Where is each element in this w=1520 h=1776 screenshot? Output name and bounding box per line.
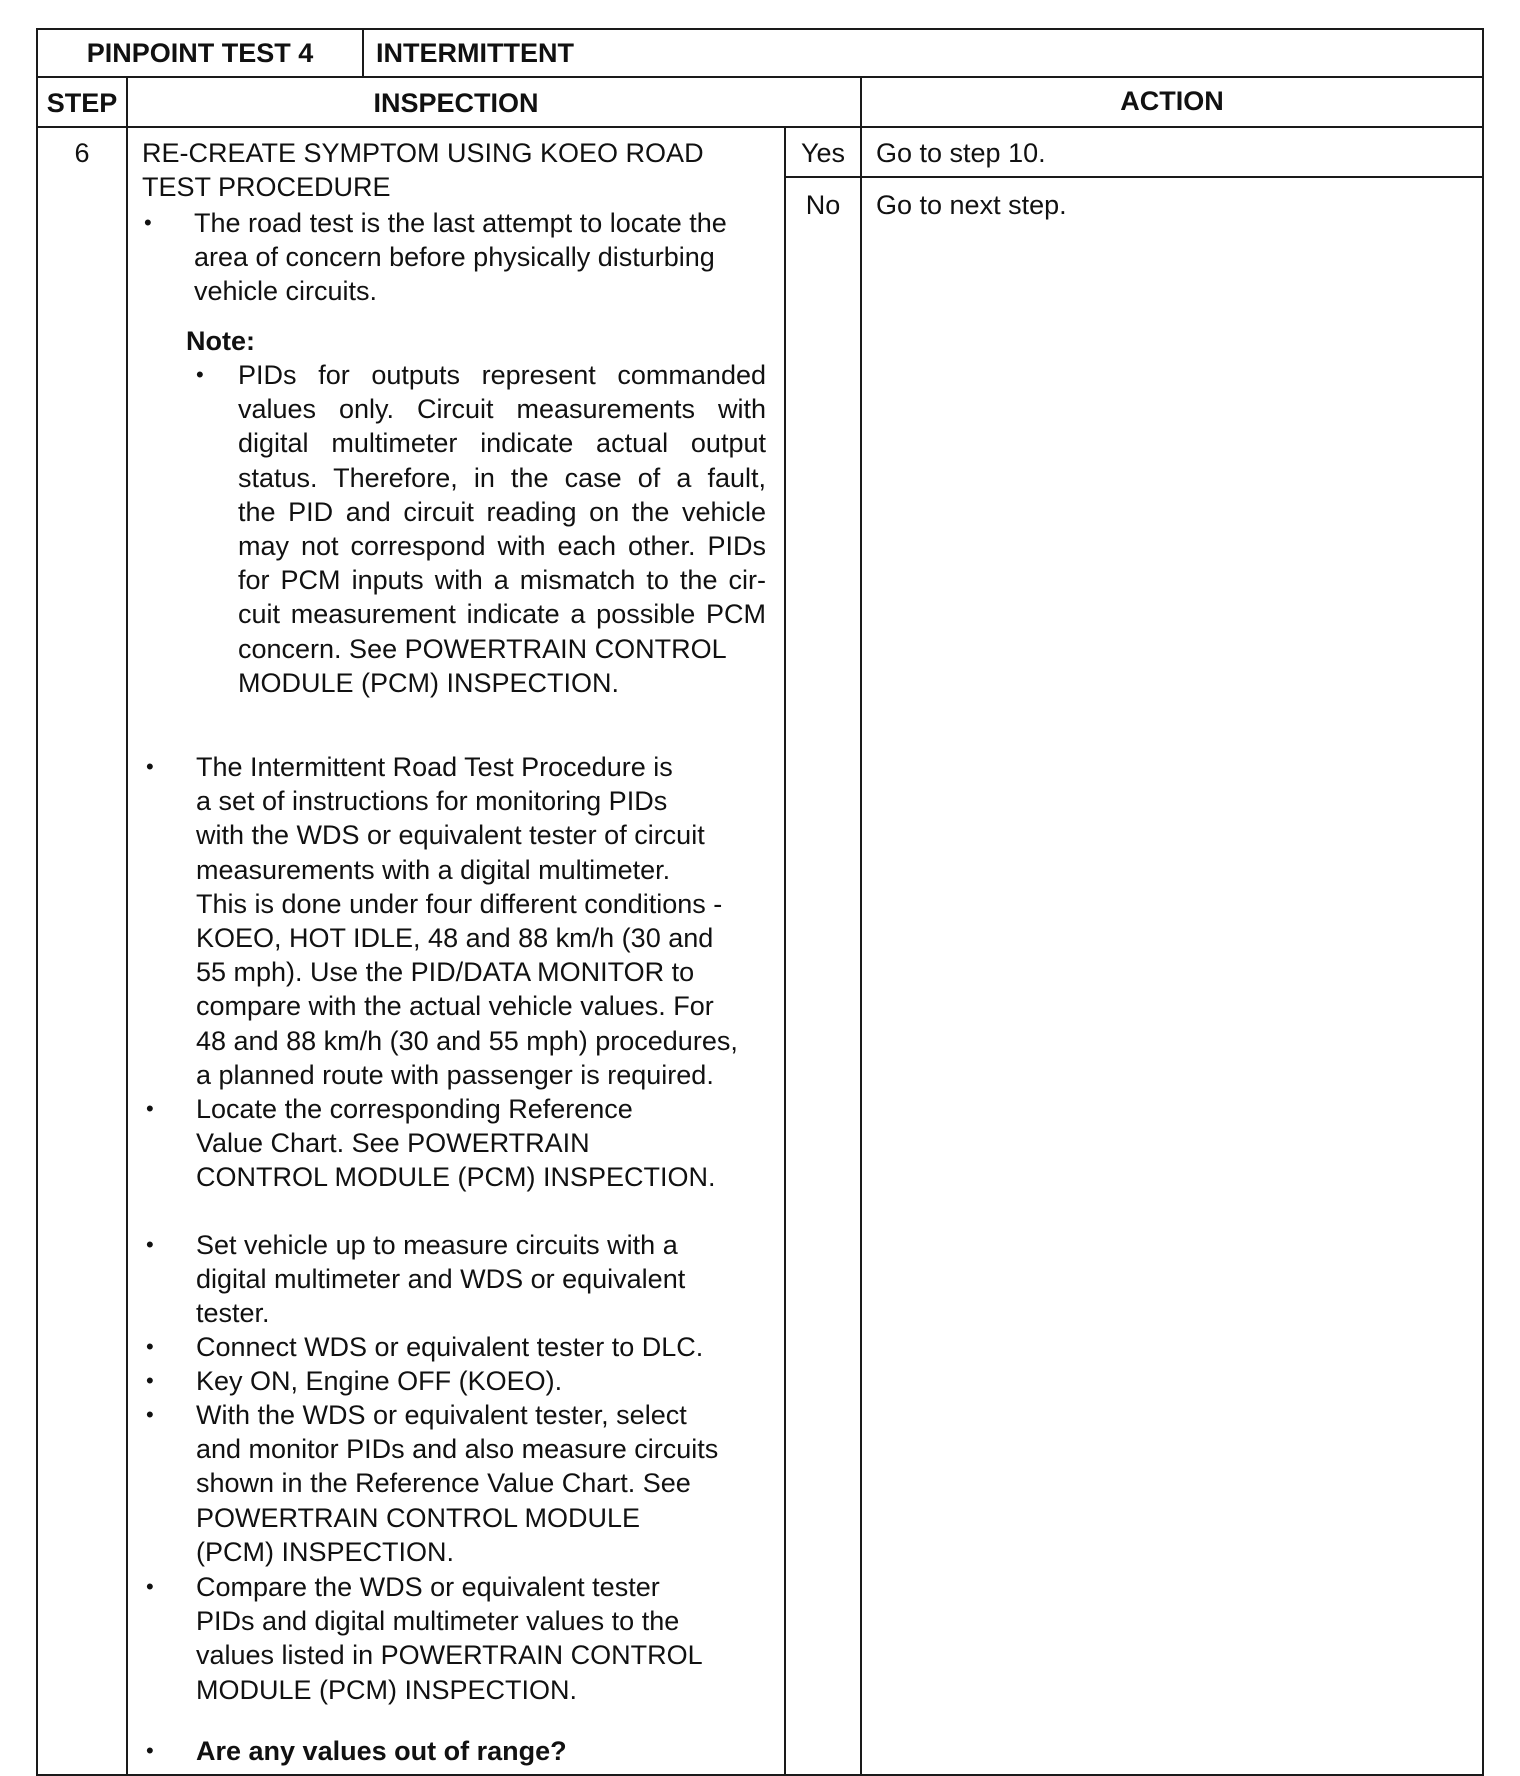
bullet-icon: • xyxy=(146,1574,154,1599)
bullet-icon: • xyxy=(146,1402,154,1427)
action-yes: Go to step 10. xyxy=(876,138,1046,168)
yes-row-divider xyxy=(784,176,1484,178)
text-line: for PCM inputs with a mismatch to the cir- xyxy=(238,565,766,596)
text-line: measurements with a digital multimeter. xyxy=(196,854,671,885)
text-line: 55 mph). Use the PID/DATA MONITOR to xyxy=(196,957,695,988)
text-line: a planned route with passenger is required. xyxy=(196,1059,714,1090)
step-number: 6 xyxy=(74,138,90,168)
text-line: status. Therefore, in the case of a fault, xyxy=(238,462,766,493)
bullet-icon: • xyxy=(146,1368,154,1393)
step-title-line-1: RE-CREATE SYMPTOM USING KOEO ROAD xyxy=(142,138,704,168)
text-line: (PCM) INSPECTION. xyxy=(196,1536,455,1567)
step-column-divider xyxy=(126,76,128,1776)
table-border-left xyxy=(36,28,38,1776)
answer-column-divider xyxy=(784,126,786,1776)
bullet-icon: • xyxy=(146,1334,154,1359)
action-no: Go to next step. xyxy=(876,190,1067,220)
text-line: digital multimeter and WDS or equivalent xyxy=(196,1264,686,1295)
text-line: tester. xyxy=(196,1298,270,1329)
text-line: area of concern before physically disturbing xyxy=(194,242,715,273)
road-test-bullet-text xyxy=(196,750,738,1092)
answer-yes: Yes xyxy=(800,138,846,168)
text-line: PIDs and digital multimeter values to the xyxy=(196,1606,680,1637)
text-line: with the WDS or equivalent tester of circuit xyxy=(196,820,705,851)
bullet-icon: • xyxy=(146,1232,154,1257)
text-line: MODULE (PCM) INSPECTION. xyxy=(238,667,620,698)
text-line: values listed in POWERTRAIN CONTROL xyxy=(196,1640,703,1671)
text-line: The Intermittent Road Test Procedure is xyxy=(196,752,673,782)
bullet-icon: • xyxy=(144,210,152,235)
test-number-label: PINPOINT TEST 4 xyxy=(86,38,314,68)
bullet-icon: • xyxy=(146,754,154,779)
bullet-icon: • xyxy=(196,362,204,387)
text-line: vehicle circuits. xyxy=(194,276,378,307)
text-line: MODULE (PCM) INSPECTION. xyxy=(196,1674,578,1705)
step-title xyxy=(142,136,704,204)
text-line: Compare the WDS or equivalent tester xyxy=(196,1572,660,1602)
text-line: may not correspond with each other. PIDs xyxy=(238,531,766,562)
text-line: POWERTRAIN CONTROL MODULE xyxy=(196,1502,641,1533)
text-line: Locate the corresponding Reference xyxy=(196,1094,633,1124)
column-header-divider xyxy=(36,126,1484,128)
question-text: Are any values out of range? xyxy=(196,1736,567,1766)
table-border-right xyxy=(1482,28,1484,1776)
text-line: the PID and circuit reading on the vehicle xyxy=(238,496,766,527)
note-text xyxy=(238,358,766,700)
monitor-bullet-text xyxy=(196,1398,718,1569)
text-line: KOEO, HOT IDLE, 48 and 88 km/h (30 and xyxy=(196,923,714,954)
text-line: concern. See POWERTRAIN CONTROL xyxy=(238,633,727,664)
column-header-step: STEP xyxy=(46,88,118,118)
text-line: compare with the actual vehicle values. For xyxy=(196,991,714,1022)
text-line: and monitor PIDs and also measure circuits xyxy=(196,1434,719,1465)
text-line: 48 and 88 km/h (30 and 55 mph) procedures, xyxy=(196,1025,738,1056)
reference-chart-bullet-text xyxy=(196,1092,716,1195)
step-title-line-2: TEST PROCEDURE xyxy=(142,172,391,203)
note-label: Note: xyxy=(186,326,255,356)
text-line: With the WDS or equivalent tester, select xyxy=(196,1400,687,1430)
text-line: digital multimeter indicate actual output xyxy=(238,428,766,459)
test-name: INTERMITTENT xyxy=(376,38,574,68)
column-header-action: ACTION xyxy=(1120,86,1224,116)
answer-no: No xyxy=(805,190,841,220)
text-line: Set vehicle up to measure circuits with a xyxy=(196,1230,678,1260)
text-line: PIDs for outputs represent commanded xyxy=(238,360,766,390)
intro-bullet-text xyxy=(194,206,727,309)
koeo-bullet-text xyxy=(196,1364,562,1398)
header-cell-divider xyxy=(362,28,364,78)
text-line: CONTROL MODULE (PCM) INSPECTION. xyxy=(196,1162,716,1193)
text-line: Value Chart. See POWERTRAIN xyxy=(196,1128,590,1159)
text-line: Key ON, Engine OFF (KOEO). xyxy=(196,1366,563,1396)
text-line: Connect WDS or equivalent tester to DLC. xyxy=(196,1332,704,1362)
setup-bullet-text xyxy=(196,1228,685,1331)
bullet-icon: • xyxy=(146,1738,154,1763)
text-line: cuit measurement indicate a possible PCM xyxy=(238,599,766,630)
compare-bullet-text xyxy=(196,1570,703,1707)
text-line: The road test is the last attempt to locate the xyxy=(194,208,727,238)
text-line: a set of instructions for monitoring PIDs xyxy=(196,786,668,817)
text-line: values only. Circuit measurements with xyxy=(238,394,766,425)
text-line: This is done under four different conditions - xyxy=(196,888,723,919)
text-line: shown in the Reference Value Chart. See xyxy=(196,1468,691,1499)
table-border-top xyxy=(36,28,1484,30)
bullet-icon: • xyxy=(146,1096,154,1121)
connect-bullet-text xyxy=(196,1330,703,1364)
action-column-divider xyxy=(860,76,862,1776)
column-header-inspection: INSPECTION xyxy=(373,88,539,118)
header-divider xyxy=(36,76,1484,78)
